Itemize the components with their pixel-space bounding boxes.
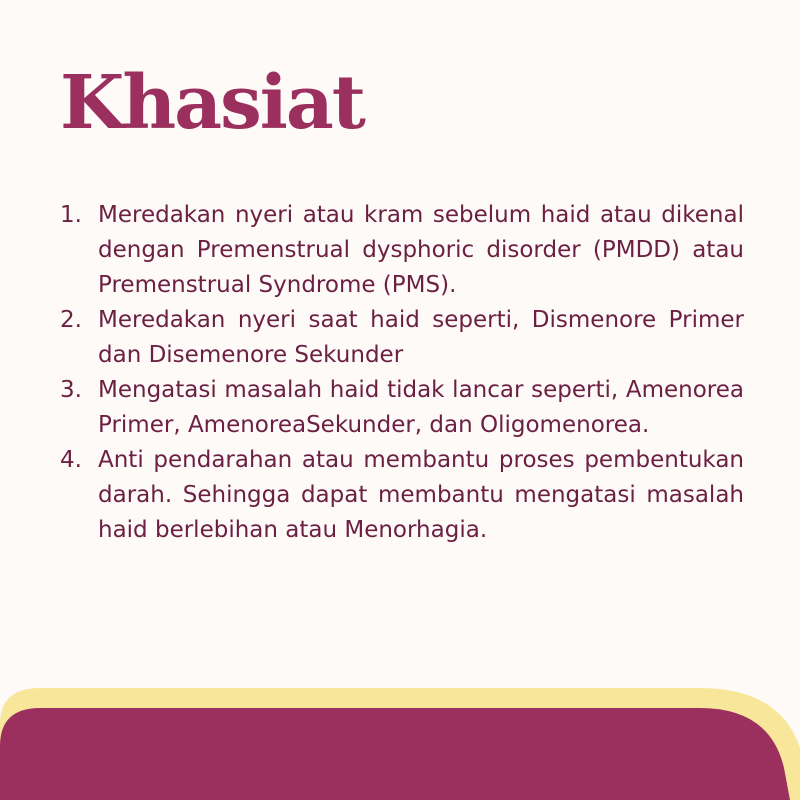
benefits-list xyxy=(60,198,744,548)
list-item xyxy=(60,303,744,373)
list-item-text: Mengatasi masalah haid tidak lancar seperti, Amenorea Primer, AmenoreaSekunder, dan Oligomenorea. xyxy=(98,377,744,438)
list-item-text: Meredakan nyeri saat haid seperti, Dismenore Primer dan Disemenore Sekunder xyxy=(98,307,744,368)
list-item-number: 2. xyxy=(60,307,82,333)
list-item-number: 4. xyxy=(60,447,82,473)
list-item-number: 3. xyxy=(60,377,82,403)
list-item xyxy=(60,443,744,548)
list-item-number: 1. xyxy=(60,202,82,228)
list-item-text: Anti pendarahan atau membantu proses pembentukan darah. Sehingga dapat membantu mengatasi masalah haid berlebihan atau Menorhagia. xyxy=(98,447,744,543)
list-item xyxy=(60,373,744,443)
list-item-text: Meredakan nyeri atau kram sebelum haid atau dikenal dengan Premenstrual dysphoric disorder (PMDD) atau Premenstrual Syndrome (PMS). xyxy=(98,202,744,298)
band-primary-shape xyxy=(0,708,790,800)
list-item xyxy=(60,198,744,303)
bottom-decorative-band xyxy=(0,688,800,800)
page-title: Khasiat xyxy=(60,60,364,146)
